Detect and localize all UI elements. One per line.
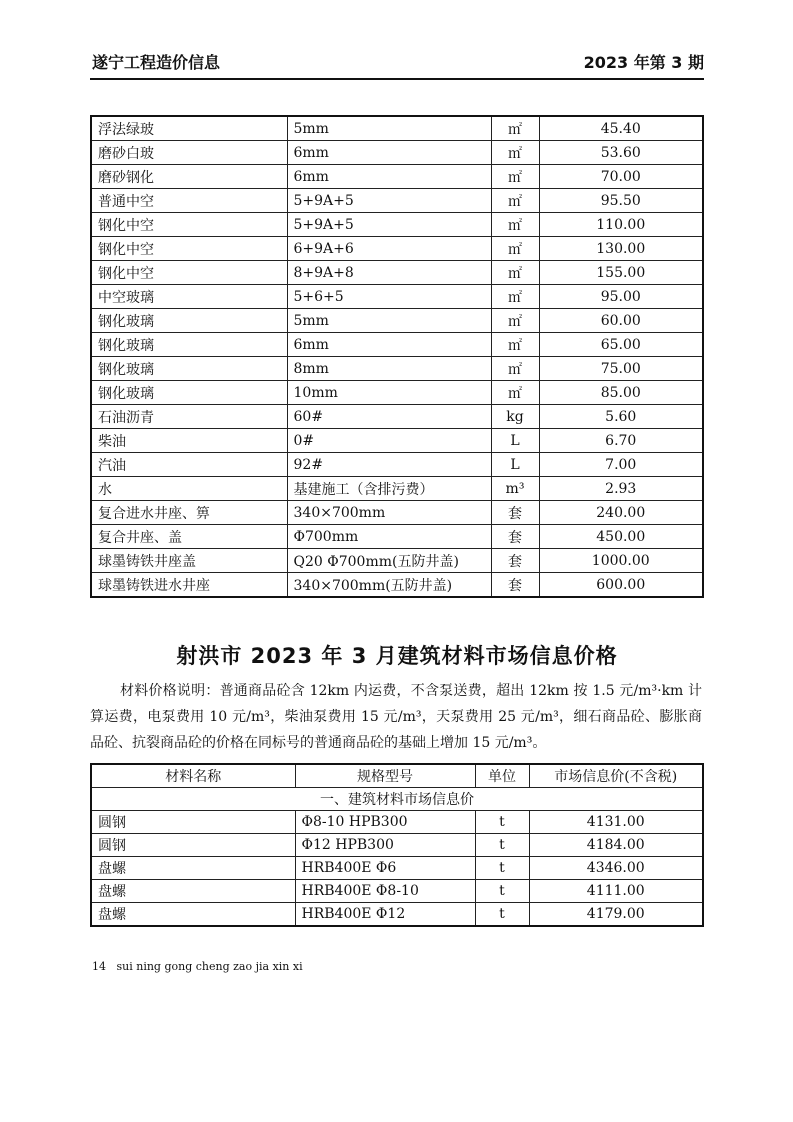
material-name: 钢化中空 bbox=[91, 261, 287, 285]
table-row bbox=[91, 525, 703, 549]
material-spec: HRB400E Φ6 bbox=[295, 857, 475, 880]
material-price: 4131.00 bbox=[529, 811, 703, 834]
material-unit: ㎡ bbox=[491, 237, 539, 261]
page-header bbox=[92, 50, 704, 76]
material-price: 5.60 bbox=[539, 405, 703, 429]
table-row bbox=[91, 285, 703, 309]
header-divider bbox=[90, 78, 704, 80]
material-spec: HRB400E Φ12 bbox=[295, 903, 475, 927]
material-spec: Φ700mm bbox=[287, 525, 491, 549]
material-spec: 基建施工（含排污费） bbox=[287, 477, 491, 501]
material-spec: 92# bbox=[287, 453, 491, 477]
material-price: 4346.00 bbox=[529, 857, 703, 880]
material-spec: 5+6+5 bbox=[287, 285, 491, 309]
material-price: 95.50 bbox=[539, 189, 703, 213]
material-name: 盘螺 bbox=[91, 903, 295, 927]
table-header-row bbox=[91, 764, 703, 788]
material-spec: 6+9A+6 bbox=[287, 237, 491, 261]
material-unit: L bbox=[491, 429, 539, 453]
material-unit: ㎡ bbox=[491, 261, 539, 285]
material-unit: m³ bbox=[491, 477, 539, 501]
header-price: 市场信息价(不含税) bbox=[529, 764, 703, 788]
table-row bbox=[91, 333, 703, 357]
material-price: 85.00 bbox=[539, 381, 703, 405]
material-name: 磨砂白玻 bbox=[91, 141, 287, 165]
glass-materials-table bbox=[90, 115, 704, 598]
material-unit: kg bbox=[491, 405, 539, 429]
material-unit: t bbox=[475, 903, 529, 927]
material-price: 240.00 bbox=[539, 501, 703, 525]
material-spec: 10mm bbox=[287, 381, 491, 405]
material-spec: 6mm bbox=[287, 333, 491, 357]
material-name: 钢化玻璃 bbox=[91, 309, 287, 333]
header-spec: 规格型号 bbox=[295, 764, 475, 788]
table-row bbox=[91, 357, 703, 381]
material-unit: L bbox=[491, 453, 539, 477]
table-row bbox=[91, 309, 703, 333]
table-row bbox=[91, 453, 703, 477]
table-row bbox=[91, 857, 703, 880]
material-unit: ㎡ bbox=[491, 333, 539, 357]
publication-title: 遂宁工程造价信息 bbox=[92, 53, 221, 72]
material-name: 钢化玻璃 bbox=[91, 381, 287, 405]
material-name: 盘螺 bbox=[91, 857, 295, 880]
category-row bbox=[91, 788, 703, 811]
material-name: 复合井座、盖 bbox=[91, 525, 287, 549]
material-unit: t bbox=[475, 811, 529, 834]
material-spec: 6mm bbox=[287, 165, 491, 189]
material-spec: 340×700mm(五防井盖) bbox=[287, 573, 491, 598]
material-unit: ㎡ bbox=[491, 213, 539, 237]
table-row bbox=[91, 261, 703, 285]
material-unit: t bbox=[475, 857, 529, 880]
table-row bbox=[91, 573, 703, 598]
material-unit: 套 bbox=[491, 525, 539, 549]
material-name: 钢化玻璃 bbox=[91, 357, 287, 381]
material-price: 2.93 bbox=[539, 477, 703, 501]
table-row bbox=[91, 381, 703, 405]
material-price: 45.40 bbox=[539, 116, 703, 141]
material-spec: Φ12 HPB300 bbox=[295, 834, 475, 857]
material-name: 柴油 bbox=[91, 429, 287, 453]
material-unit: 套 bbox=[491, 573, 539, 598]
material-spec: 60# bbox=[287, 405, 491, 429]
header-name: 材料名称 bbox=[91, 764, 295, 788]
material-price: 65.00 bbox=[539, 333, 703, 357]
category-label: 一、建筑材料市场信息价 bbox=[91, 788, 703, 811]
material-price: 600.00 bbox=[539, 573, 703, 598]
material-spec: 5+9A+5 bbox=[287, 213, 491, 237]
table-row bbox=[91, 116, 703, 141]
material-price: 60.00 bbox=[539, 309, 703, 333]
material-price: 95.00 bbox=[539, 285, 703, 309]
material-name: 钢化中空 bbox=[91, 237, 287, 261]
material-unit: ㎡ bbox=[491, 116, 539, 141]
material-unit: 套 bbox=[491, 549, 539, 573]
table-row bbox=[91, 429, 703, 453]
material-unit: ㎡ bbox=[491, 357, 539, 381]
material-name: 圆钢 bbox=[91, 811, 295, 834]
table-row bbox=[91, 189, 703, 213]
material-spec: HRB400E Φ8-10 bbox=[295, 880, 475, 903]
table-row bbox=[91, 834, 703, 857]
page-footer bbox=[92, 960, 303, 973]
table-row bbox=[91, 903, 703, 927]
material-price: 4179.00 bbox=[529, 903, 703, 927]
material-name: 盘螺 bbox=[91, 880, 295, 903]
material-price: 130.00 bbox=[539, 237, 703, 261]
page-number: 14 bbox=[92, 960, 106, 973]
material-unit: t bbox=[475, 834, 529, 857]
material-price: 7.00 bbox=[539, 453, 703, 477]
table-row bbox=[91, 213, 703, 237]
table-row bbox=[91, 405, 703, 429]
material-unit: t bbox=[475, 880, 529, 903]
material-unit: ㎡ bbox=[491, 381, 539, 405]
material-price: 1000.00 bbox=[539, 549, 703, 573]
price-note: 材料价格说明：普通商品砼含 12km 内运费，不含泵送费，超出 12km 按 1.5 元/m³·km 计算运费，电泵费用 10 元/m³，柴油泵费用 15 元/m³，天泵费用 25 元/m³，细石商品砼、膨胀商品砼、抗裂商品砼的价格在同标号的普通商品砼的基础上增加 15 元/m³。 bbox=[90, 683, 702, 751]
material-price: 450.00 bbox=[539, 525, 703, 549]
table-row bbox=[91, 549, 703, 573]
header-unit: 单位 bbox=[475, 764, 529, 788]
material-spec: 6mm bbox=[287, 141, 491, 165]
material-name: 浮法绿玻 bbox=[91, 116, 287, 141]
table-row bbox=[91, 880, 703, 903]
material-unit: ㎡ bbox=[491, 141, 539, 165]
material-spec: 340×700mm bbox=[287, 501, 491, 525]
table-row bbox=[91, 165, 703, 189]
material-price: 6.70 bbox=[539, 429, 703, 453]
material-spec: 5+9A+5 bbox=[287, 189, 491, 213]
table-row bbox=[91, 477, 703, 501]
material-name: 磨砂钢化 bbox=[91, 165, 287, 189]
table-row bbox=[91, 237, 703, 261]
material-spec: Φ8-10 HPB300 bbox=[295, 811, 475, 834]
material-spec: 5mm bbox=[287, 116, 491, 141]
material-spec: Q20 Φ700mm(五防井盖) bbox=[287, 549, 491, 573]
material-price: 4184.00 bbox=[529, 834, 703, 857]
material-name: 球墨铸铁进水井座 bbox=[91, 573, 287, 598]
footer-pinyin: sui ning gong cheng zao jia xin xi bbox=[116, 960, 303, 973]
material-name: 石油沥青 bbox=[91, 405, 287, 429]
material-name: 中空玻璃 bbox=[91, 285, 287, 309]
material-price: 70.00 bbox=[539, 165, 703, 189]
material-price: 4111.00 bbox=[529, 880, 703, 903]
table-row bbox=[91, 501, 703, 525]
material-name: 汽油 bbox=[91, 453, 287, 477]
material-name: 水 bbox=[91, 477, 287, 501]
table-row bbox=[91, 811, 703, 834]
material-name: 普通中空 bbox=[91, 189, 287, 213]
material-price: 75.00 bbox=[539, 357, 703, 381]
material-spec: 8+9A+8 bbox=[287, 261, 491, 285]
material-spec: 0# bbox=[287, 429, 491, 453]
issue-label: 2023 年第 3 期 bbox=[583, 53, 704, 72]
section-title: 射洪市 2023 年 3 月建筑材料市场信息价格 bbox=[176, 644, 618, 668]
material-name: 球墨铸铁井座盖 bbox=[91, 549, 287, 573]
material-name: 圆钢 bbox=[91, 834, 295, 857]
material-price: 110.00 bbox=[539, 213, 703, 237]
material-unit: ㎡ bbox=[491, 165, 539, 189]
material-name: 复合进水井座、箅 bbox=[91, 501, 287, 525]
material-unit: ㎡ bbox=[491, 309, 539, 333]
material-spec: 8mm bbox=[287, 357, 491, 381]
material-name: 钢化中空 bbox=[91, 213, 287, 237]
table-row bbox=[91, 141, 703, 165]
market-price-table bbox=[90, 763, 704, 927]
material-name: 钢化玻璃 bbox=[91, 333, 287, 357]
material-unit: ㎡ bbox=[491, 285, 539, 309]
material-price: 155.00 bbox=[539, 261, 703, 285]
material-spec: 5mm bbox=[287, 309, 491, 333]
material-unit: ㎡ bbox=[491, 189, 539, 213]
material-price: 53.60 bbox=[539, 141, 703, 165]
material-unit: 套 bbox=[491, 501, 539, 525]
